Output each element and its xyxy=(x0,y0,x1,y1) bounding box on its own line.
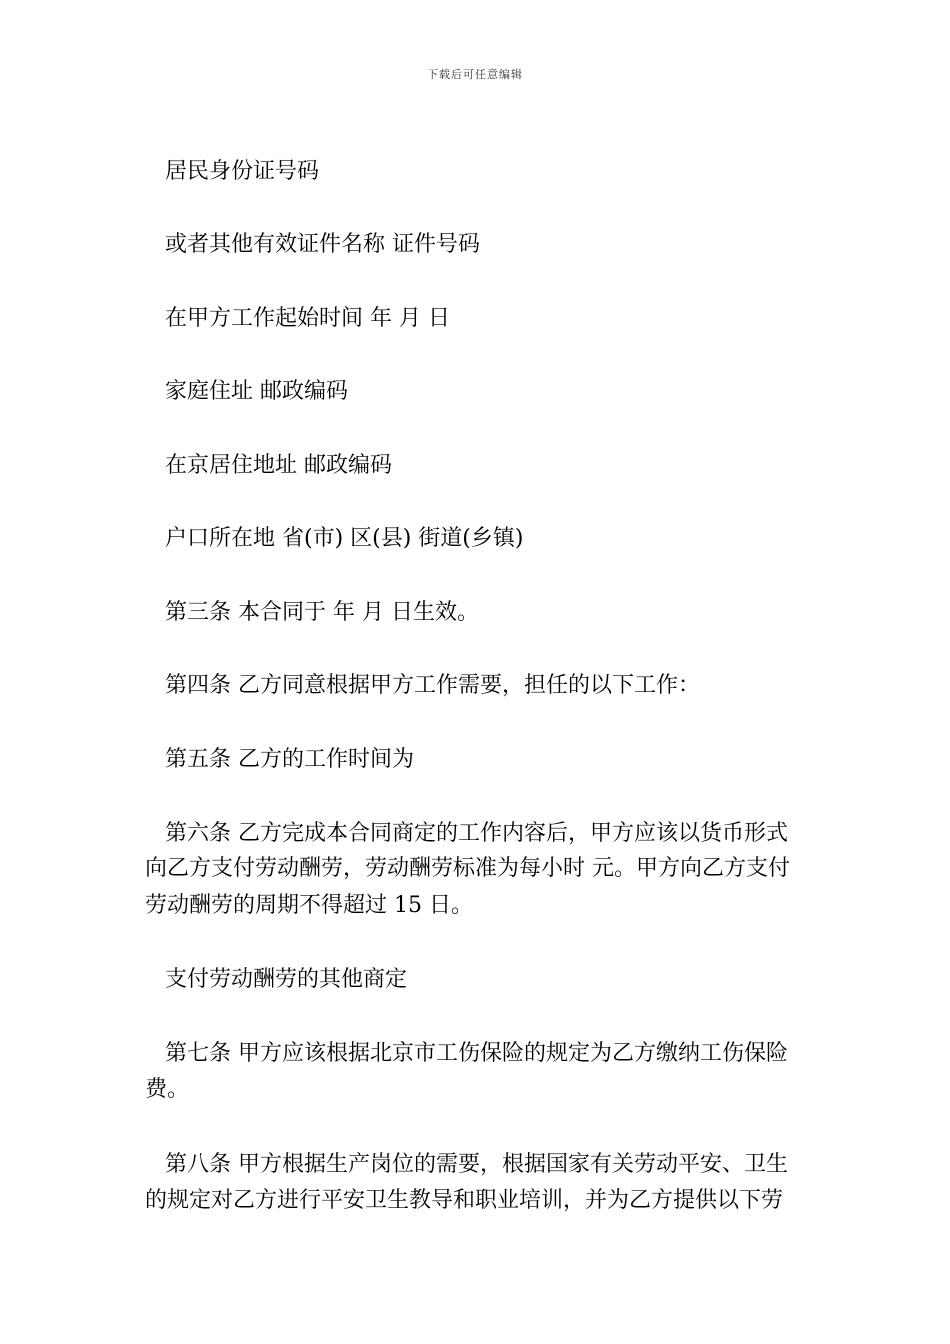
line-other-pay: 支付劳动酬劳的其他商定 xyxy=(165,967,408,992)
article-8-line-1: 第八条 甲方根据生产岗位的需要，根据国家有关劳动平安、卫生 xyxy=(165,1152,788,1177)
line-start-date: 在甲方工作起始时间 年 月 日 xyxy=(165,306,450,331)
article-3: 第三条 本合同于 年 月 日生效。 xyxy=(165,600,479,625)
line-id-number: 居民身份证号码 xyxy=(165,159,320,184)
article-7-line-2: 费。 xyxy=(145,1077,190,1102)
line-beijing-address: 在京居住地址 邮政编码 xyxy=(165,453,392,478)
line-hukou: 户口所在地 省(市) 区(县) 街道(乡镇) xyxy=(165,526,524,551)
article-6-line-2: 向乙方支付劳动酬劳，劳动酬劳标准为每小时 元。甲方向乙方支付 xyxy=(145,856,790,881)
page-header: 下载后可任意编辑 xyxy=(427,68,523,81)
line-home-address: 家庭住址 邮政编码 xyxy=(165,379,348,404)
article-7-line-1: 第七条 甲方应该根据北京市工伤保险的规定为乙方缴纳工伤保险 xyxy=(165,1041,788,1066)
article-6-line-1: 第六条 乙方完成本合同商定的工作内容后，甲方应该以货币形式 xyxy=(165,821,788,846)
line-other-id: 或者其他有效证件名称 证件号码 xyxy=(165,232,480,257)
article-8-line-2: 的规定对乙方进行平安卫生教导和职业培训，并为乙方提供以下劳 xyxy=(145,1188,784,1213)
article-4: 第四条 乙方同意根据甲方工作需要，担任的以下工作： xyxy=(165,673,700,698)
article-5: 第五条 乙方的工作时间为 xyxy=(165,747,414,772)
article-6-line-3: 劳动酬劳的周期不得超过 15 日。 xyxy=(145,893,473,918)
